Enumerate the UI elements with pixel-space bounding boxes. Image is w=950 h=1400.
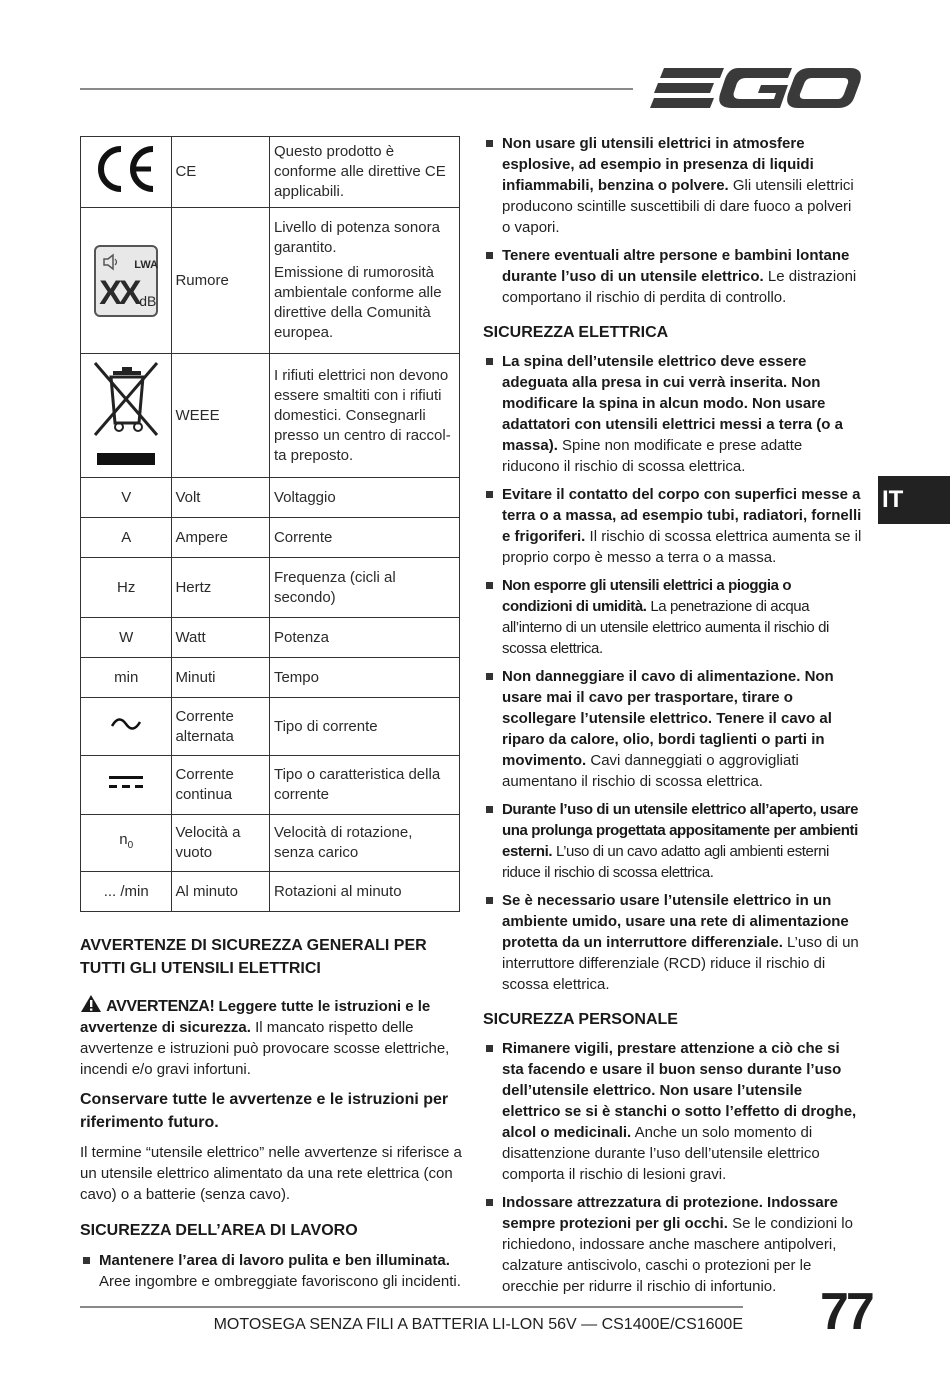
- ego-logo-icon: [650, 62, 862, 114]
- list-item: [483, 351, 863, 477]
- noise-level-icon: [94, 245, 158, 317]
- section-heading: SICUREZZA DELL’AREA DI LAVORO: [80, 1222, 358, 1239]
- bullet-text: Spine non modificate e prese adatte riducono il rischio di scossa elettrica.: [502, 437, 803, 475]
- ac-symbol-cell: [81, 698, 172, 756]
- symbol-description: Velocità di rotazione, senza carico: [269, 815, 459, 872]
- table-row: [81, 558, 460, 618]
- list-item: [483, 484, 863, 568]
- list-item: [80, 1250, 463, 1292]
- bullet-text: L’uso di un cavo adatto agli ambienti esterni riduce il rischio di scossa elettrica.: [502, 843, 829, 881]
- symbol-name: Al minuto: [172, 872, 270, 912]
- table-row: [81, 618, 460, 658]
- symbol-name: Velocità a vuoto: [172, 815, 270, 872]
- warning-text: Il mancato rispetto delle avvertenze e istruzioni può provocare scosse elettriche, incendi e/o gravi infortuni.: [80, 1019, 450, 1078]
- dc-symbol-cell: [81, 756, 172, 815]
- footer-title: MOTOSEGA SENZA FILI A BATTERIA LI-LON 56V — CS1400E/CS1600E: [213, 1316, 743, 1333]
- symbol-name: Corrente continua: [172, 756, 270, 815]
- symbol-table: [80, 136, 460, 912]
- keep-instructions-heading: Conservare tutte le avvertenze e le istruzioni per riferimento futuro.: [80, 1091, 449, 1131]
- symbol-name: Minuti: [172, 658, 270, 698]
- bullet-bold: La spina dell’utensile elettrico deve essere adeguata alla presa in cui verrà inserita. Non modificare la spina in alcun modo. Non usare adattatori con utensili elettrici messi a terra (o a massa).: [502, 353, 843, 454]
- bullet-text: Cavi danneggiati o aggrovigliati aumentano il rischio di scossa elettrica.: [502, 752, 799, 790]
- right-column: [483, 133, 863, 1297]
- symbol-text: V: [81, 478, 172, 518]
- bullet-bold: Mantenere l’area di lavoro pulita e ben illuminata.: [99, 1252, 450, 1269]
- symbol-description: Tipo o caratteristica della corrente: [269, 756, 459, 815]
- symbol-description: Voltaggio: [269, 478, 459, 518]
- symbol-subscript: 0: [127, 840, 134, 851]
- symbol-text: A: [81, 518, 172, 558]
- symbol-name: Ampere: [172, 518, 270, 558]
- section-heading: SICUREZZA ELETTRICA: [483, 324, 669, 341]
- table-row: [81, 815, 460, 872]
- table-row: [81, 756, 460, 815]
- description-text: Livello di potenza sonora garantito.: [273, 219, 440, 256]
- table-row: [81, 208, 460, 354]
- left-column: [80, 934, 463, 1292]
- bullet-bold: Non danneggiare il cavo di alimentazione. Non usare mai il cavo per trasportare, tirare o scollegare l’utensile elettrico. Tenere il cavo al riparo da calore, olio, bordi taglienti o parti in movimento.: [502, 668, 834, 769]
- warning-paragraph: [80, 994, 463, 1080]
- db-label: dB: [139, 292, 157, 309]
- bullet-bold: Non usare gli utensili elettrici in atmosfere esplosive, ad esempio in presenza di liquidi infiammabili, benzina o polvere.: [502, 135, 814, 194]
- symbol-description: [269, 137, 459, 208]
- section-heading: AVVERTENZE DI SICUREZZA GENERALI PER TUTTI GLI UTENSILI ELETTRICI: [80, 937, 427, 977]
- alternating-current-icon: [109, 714, 143, 734]
- symbol-name: WEEE: [172, 354, 270, 478]
- ce-mark-cell: [81, 137, 172, 208]
- symbol-description: [269, 354, 459, 478]
- weee-symbol-cell: [81, 354, 172, 478]
- symbol-text: W: [81, 618, 172, 658]
- list-item: [483, 245, 863, 308]
- symbol-description: Tipo di corrente: [269, 698, 459, 756]
- symbol-name: Corrente alternata: [172, 698, 270, 756]
- symbol-text: ... /min: [81, 872, 172, 912]
- list-item: [483, 133, 863, 238]
- bullet-text: Se le condizioni lo richiedono, indossare anche maschere antipolveri, calzature antiscivolo, caschi o protezioni per le orecchie per ridurre il rischio di infortunio.: [502, 1215, 853, 1295]
- table-row: [81, 137, 460, 208]
- bullet-text: Le distrazioni comportano il rischio di perdita di controllo.: [502, 268, 857, 306]
- definition-paragraph: Il termine “utensile elettrico” nelle avvertenze si riferisce a un utensile elettrico alimentato da una rete elettrica (con cavo) o a batterie (senza cavo).: [80, 1144, 462, 1203]
- list-item: [483, 799, 863, 883]
- bullet-bold: Non esporre gli utensili elettrici a pioggia o condizioni di umidità.: [502, 577, 792, 615]
- warning-triangle-icon: [80, 994, 102, 1013]
- xx-label: XX: [99, 273, 139, 312]
- bullet-bold: Tenere eventuali altre persone e bambini lontane durante l’uso di un utensile elettrico.: [502, 247, 850, 285]
- table-row: [81, 478, 460, 518]
- list-item: [483, 1038, 863, 1185]
- list-item: [483, 1192, 863, 1297]
- footer-rule: [80, 1306, 743, 1308]
- symbol-text: Hz: [81, 558, 172, 618]
- bullet-text: La penetrazione di acqua all’interno di un utensile elettrico aumenta il rischio di scossa elettrica.: [502, 598, 829, 657]
- header-rule: [80, 88, 633, 90]
- warning-label: AVVERTENZA!: [106, 998, 215, 1015]
- noise-symbol-cell: [81, 208, 172, 354]
- table-row: [81, 354, 460, 478]
- symbol-name: CE: [172, 137, 270, 208]
- bullet-text: Il rischio di scossa elettrica aumenta se il proprio corpo è messo a terra o a massa.: [502, 528, 862, 566]
- crossed-bin-icon: [89, 357, 163, 469]
- page-number: 77: [820, 1283, 872, 1341]
- symbol-description: Rotazioni al minuto: [269, 872, 459, 912]
- bullet-bold: Rimanere vigili, prestare attenzione a ciò che si sta facendo e usare il buon senso durante l’uso dell’utensile elettrico. Non usare l’utensile elettrico se si è stanchi o sotto l’effetto di droghe, alcol o medicinali.: [502, 1040, 857, 1141]
- symbol-name: Volt: [172, 478, 270, 518]
- lwa-label: LWA: [134, 258, 159, 271]
- language-tab: IT: [878, 476, 950, 524]
- list-item: [483, 666, 863, 792]
- symbol-text: min: [81, 658, 172, 698]
- bullet-text: Anche un solo momento di disattenzione durante l’uso dell’utensile elettrico comporta il rischio di lesioni gravi.: [502, 1124, 820, 1183]
- description-text: Emissione di rumorosità ambientale conforme alle direttive della Comunità europea.: [273, 264, 442, 341]
- table-row: [81, 518, 460, 558]
- symbol-name: Rumore: [172, 208, 270, 354]
- symbol-description: Corrente: [269, 518, 459, 558]
- symbol-name: Hertz: [172, 558, 270, 618]
- list-item: [483, 890, 863, 995]
- bullet-text: Gli utensili elettrici producono scintille suscettibili di dare fuoco a polveri o vapori.: [502, 177, 854, 236]
- bullet-bold: Se è necessario usare l’utensile elettrico in un ambiente umido, usare una rete di alimentazione protetta da un interruttore differenziale.: [502, 892, 849, 951]
- bullet-text: Aree ingombre e ombreggiate favoriscono gli incidenti.: [99, 1273, 461, 1290]
- bullet-bold: Indossare attrezzatura di protezione. Indossare sempre protezioni per gli occhi.: [502, 1194, 838, 1232]
- warning-bold-text: Leggere tutte le istruzioni e le avvertenze di sicurezza.: [80, 998, 431, 1036]
- symbol-text: n: [119, 831, 128, 848]
- section-heading: SICUREZZA PERSONALE: [483, 1011, 678, 1028]
- table-row: [81, 698, 460, 756]
- speaker-icon: [102, 253, 120, 271]
- description-text: Questo prodotto è conforme alle direttive CE applicabili.: [273, 143, 446, 200]
- symbol-description: Potenza: [269, 618, 459, 658]
- symbol-name: Watt: [172, 618, 270, 658]
- direct-current-icon: [108, 772, 144, 792]
- table-row: [81, 872, 460, 912]
- description-text: I rifiuti elettrici non devono essere smaltiti con i rifiuti domestici. Consegnarli presso un centro di raccol-ta preposto.: [273, 366, 451, 464]
- bullet-text: L’uso di un interruttore differenziale (RCD) riduce il rischio di scossa elettrica.: [502, 934, 859, 993]
- symbol-description: [269, 208, 459, 354]
- table-row: [81, 658, 460, 698]
- ego-logo: [650, 62, 862, 114]
- bullet-bold: Durante l’uso di un utensile elettrico all’aperto, usare una prolunga progettata appositamente per ambienti esterni.: [502, 801, 859, 860]
- ce-mark-icon: [91, 141, 161, 197]
- no-load-speed-cell: [81, 815, 172, 872]
- list-item: [483, 575, 863, 659]
- symbol-description: Frequenza (cicli al secondo): [269, 558, 459, 618]
- symbol-description: Tempo: [269, 658, 459, 698]
- bullet-bold: Evitare il contatto del corpo con superfici messe a terra o a massa, ad esempio tubi, radiatori, fornelli e frigoriferi.: [502, 486, 862, 545]
